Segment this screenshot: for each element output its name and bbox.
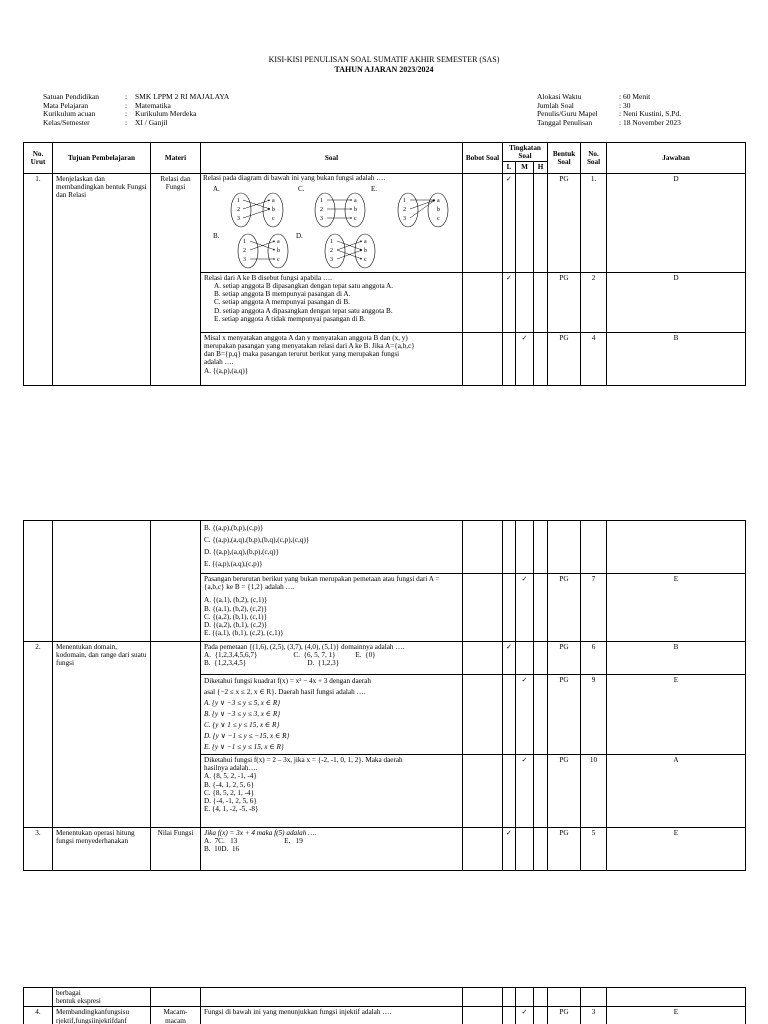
table-row xyxy=(24,1007,746,1024)
question-cell: Fungsi di bawah ini yang menunjukkan fungsi injektif adalah …. xyxy=(201,1007,463,1024)
option: B. {(a,p),(b,p),(c,p)} xyxy=(204,524,264,532)
kisi-table-page1 xyxy=(23,142,746,386)
domain-label: 1 xyxy=(320,197,323,204)
meta-value: Kurikulum Merdeka xyxy=(135,109,197,119)
no-soal-cell: 3 xyxy=(581,1007,607,1024)
jawaban-cell: E xyxy=(607,675,746,755)
meta-key: Satuan Pendidikan xyxy=(43,92,100,101)
level-m-cell xyxy=(516,988,534,1007)
level-l-cell: ✓ xyxy=(503,642,516,675)
option: A. setiap anggota B dipasangkan dengan tepat satu anggota A. xyxy=(214,282,394,291)
meta-row xyxy=(537,119,681,128)
option: E. {4, 1, -2, -5, -8} xyxy=(204,805,259,814)
level-h-cell xyxy=(534,988,548,1007)
option: E. {(a,p),(a,q),(c,p)} xyxy=(204,560,263,568)
bentuk-cell: PG xyxy=(548,272,581,332)
bobot-cell xyxy=(463,675,503,755)
question-stem: Relasi pada diagram di bawah ini yang bukan fungsi adalah …. xyxy=(203,173,386,182)
domain-label: 2 xyxy=(403,206,406,213)
codomain-label: a xyxy=(364,238,367,245)
bentuk-cell: PG xyxy=(548,642,581,675)
domain-oval xyxy=(398,193,418,227)
no-soal-cell xyxy=(581,521,607,574)
question-stem: Pada pemetaan {(1,6), (2,5), (3,7), (4,0), (5,1)} domainnya adalah …. xyxy=(204,643,405,651)
option: A. {8, 5, 2, -1, -4} xyxy=(204,772,257,781)
row-materi xyxy=(151,988,201,1007)
no-soal-cell: 6 xyxy=(581,642,607,675)
table-row xyxy=(24,521,746,574)
option: C. {8, 5, 2, 1, -4} xyxy=(204,788,255,797)
row-no: 3. xyxy=(24,828,53,871)
option: D. setiap anggota A dipasangkan dengan tepat satu anggota B. xyxy=(214,306,393,315)
option: D. {y ∨ −1 ≤ y ≤ −15, x ∈ R} xyxy=(204,732,290,740)
row-materi: Relasi dan Fungsi xyxy=(151,173,201,385)
kisi-table-page2 xyxy=(23,520,746,871)
level-m-cell: ✓ xyxy=(516,332,534,385)
level-l-cell xyxy=(503,755,516,828)
col-tingkatan: Tingkatan Soal xyxy=(503,143,548,162)
level-h-cell xyxy=(534,574,548,642)
col-tujuan: Tujuan Pembelajaran xyxy=(53,143,151,174)
level-m-cell: ✓ xyxy=(516,755,534,828)
table-row xyxy=(24,988,746,1007)
codomain-label: a xyxy=(277,238,280,245)
mapping-arrows xyxy=(327,200,352,218)
no-soal-cell: 7 xyxy=(581,574,607,642)
level-l-cell xyxy=(503,675,516,755)
row-no xyxy=(24,988,53,1007)
jawaban-cell: B xyxy=(607,642,746,675)
col-m: M xyxy=(516,162,534,173)
col-no-soal: No. Soal xyxy=(581,143,607,174)
bobot-cell xyxy=(463,988,503,1007)
codomain-label: c xyxy=(272,215,275,222)
no-soal-cell: 10 xyxy=(581,755,607,828)
bobot-cell xyxy=(463,642,503,675)
domain-oval xyxy=(238,234,258,268)
row-tujuan xyxy=(53,988,151,1007)
row-no: 1. xyxy=(24,173,53,385)
question-cell xyxy=(201,521,463,574)
option: D. {-4, -1, 2, 5, 6} xyxy=(204,797,257,806)
no-soal-cell: 2 xyxy=(581,272,607,332)
no-soal-cell: 1. xyxy=(581,173,607,272)
option: E. setiap anggota A tidak mempunyai pasangan di B. xyxy=(214,314,366,323)
jawaban-cell: E xyxy=(607,574,746,642)
no-soal-cell: 5 xyxy=(581,828,607,871)
row-materi: Macam-macam xyxy=(151,1007,201,1024)
mapping-arrows xyxy=(243,200,270,218)
meta-value: : 18 November 2023 xyxy=(619,117,681,127)
page-2 xyxy=(0,518,768,898)
level-l-cell: ✓ xyxy=(503,173,516,272)
level-m-cell xyxy=(516,828,534,871)
question-stem: merupakan pasangan yang menyatakan relasi dari A ke B. Jika A={a,b,c} xyxy=(204,342,415,351)
meta-value: XI / Ganjil xyxy=(135,117,168,127)
option: B. {-4, 1, 2, 5, 6} xyxy=(204,780,255,789)
domain-label: 3 xyxy=(237,215,240,222)
domain-label: 2 xyxy=(237,206,240,213)
document-subtitle: TAHUN AJARAN 2023/2024 xyxy=(334,65,434,74)
level-m-cell xyxy=(516,173,534,272)
level-m-cell: ✓ xyxy=(516,574,534,642)
question-stem: hasilnya adalah…. xyxy=(204,764,258,773)
question-stem: Jika f(x) = 3x + 4 maka f(5) adalah …. xyxy=(204,829,317,837)
page-3 xyxy=(0,985,768,1024)
meta-key: Tanggal Penulisan xyxy=(537,117,593,127)
codomain-label: b xyxy=(437,206,440,213)
tujuan-continued: bentuk ekspresi xyxy=(56,997,101,1006)
meta-key: Kurikulum acuan xyxy=(43,109,96,119)
level-l-cell xyxy=(503,1007,516,1024)
diagram-label-a: A. xyxy=(213,184,220,193)
level-h-cell xyxy=(534,272,548,332)
option-line: B. 10D. 16 xyxy=(204,845,240,854)
jawaban-cell xyxy=(607,521,746,574)
question-cell xyxy=(201,173,463,272)
level-h-cell xyxy=(534,828,548,871)
question-stem: Relasi dari A ke B disebut fungsi apabila …. xyxy=(204,273,332,282)
meta-key: Kelas/Semester xyxy=(43,117,90,127)
domain-label: 1 xyxy=(330,238,333,245)
row-no: 2. xyxy=(24,642,53,828)
col-materi: Materi xyxy=(151,143,201,174)
option: E. {(a,1), (b,1), (c,2), (c,1)} xyxy=(204,629,284,638)
jawaban-cell: B xyxy=(607,332,746,385)
meta-row: Satuan Pendidikan : SMK LPPM 2 RI MAJALAYA xyxy=(43,92,230,101)
no-soal-cell: 9 xyxy=(581,675,607,755)
question-stem: dan B={p,q} maka pasangan terurut berikut yang merupakan fungsi xyxy=(204,350,400,359)
bobot-cell xyxy=(463,755,503,828)
codomain-label: b xyxy=(364,247,367,254)
jawaban-cell: D xyxy=(607,173,746,272)
level-l-cell xyxy=(503,988,516,1007)
codomain-label: a xyxy=(437,197,440,204)
level-h-cell xyxy=(534,755,548,828)
domain-label: 3 xyxy=(320,215,323,222)
bentuk-cell: PG xyxy=(548,574,581,642)
meta-row: Kurikulum acuan : Kurikulum Merdeka xyxy=(43,109,197,119)
bentuk-cell: PG xyxy=(548,675,581,755)
meta-value: : 30 xyxy=(619,100,631,110)
option: B. {(a,1), (b,2), (c,2)} xyxy=(204,604,267,613)
col-no-urut: No. Urut xyxy=(24,143,53,174)
table-header-row xyxy=(24,143,746,162)
option-line: B. {1,2,3,4,5} D. {1,2,3} xyxy=(204,659,340,668)
diagram-label-b: B. xyxy=(213,231,220,240)
bentuk-cell xyxy=(548,988,581,1007)
diagram-label-e: E. xyxy=(371,184,378,193)
option: E. {y ∨ −1 ≤ y ≤ 15, x ∈ R} xyxy=(204,743,284,751)
option: B. setiap anggota B mempunyai pasangan di A. xyxy=(214,290,351,299)
level-h-cell xyxy=(534,173,548,272)
meta-row: Kelas/Semester : XI / Ganjil xyxy=(43,117,168,127)
level-m-cell: ✓ xyxy=(516,1007,534,1024)
row-no: 4. xyxy=(24,1007,53,1024)
level-l-cell: ✓ xyxy=(503,828,516,871)
table-row xyxy=(24,642,746,675)
meta-value: : Neni Kustini, S.Pd. xyxy=(619,109,682,119)
mapping-diagrams xyxy=(203,182,453,272)
domain-label: 3 xyxy=(403,215,406,222)
level-m-cell xyxy=(516,272,534,332)
bentuk-cell: PG xyxy=(548,828,581,871)
row-no xyxy=(24,521,53,642)
codomain-label: a xyxy=(354,197,357,204)
bobot-cell xyxy=(463,828,503,871)
meta-key: Jumlah Soal xyxy=(537,100,574,110)
jawaban-cell xyxy=(607,988,746,1007)
domain-label: 2 xyxy=(243,247,246,254)
option: B. {y ∨ −3 ≤ y ≤ 3, x ∈ R} xyxy=(204,710,281,718)
col-bentuk: Bentuk Soal xyxy=(548,143,581,174)
option: A. {(a,1), (b,2), (c,1)} xyxy=(204,596,268,605)
row-materi xyxy=(151,642,201,828)
level-l-cell: ✓ xyxy=(503,272,516,332)
domain-label: 1 xyxy=(237,197,240,204)
codomain-label: b xyxy=(354,206,357,213)
domain-label: 3 xyxy=(330,256,333,263)
kisi-table-page3 xyxy=(23,987,746,1024)
meta-key: Alokasi Waktu xyxy=(537,92,582,101)
domain-label: 3 xyxy=(243,256,246,263)
bobot-cell xyxy=(463,574,503,642)
codomain-label: c xyxy=(354,215,357,222)
question-stem: adalah …. xyxy=(204,358,234,367)
level-m-cell: ✓ xyxy=(516,675,534,755)
row-materi xyxy=(151,521,201,642)
level-h-cell xyxy=(534,675,548,755)
option: A. {(a,p),(a,q)} xyxy=(204,366,249,375)
level-l-cell xyxy=(503,521,516,574)
bobot-cell xyxy=(463,332,503,385)
bentuk-cell: PG xyxy=(548,755,581,828)
row-tujuan xyxy=(53,521,151,642)
level-h-cell xyxy=(534,1007,548,1024)
bobot-cell xyxy=(463,173,503,272)
document-title: KISI-KISI PENULISAN SOAL SUMATIF AKHIR SEMESTER (SAS) xyxy=(268,55,500,64)
question-cell xyxy=(201,675,463,755)
no-soal-cell xyxy=(581,988,607,1007)
option-line: A. {1,2,3,4,5,6,7} C. {6, 5, 7, 1} E. {0} xyxy=(204,651,376,660)
jawaban-cell: E xyxy=(607,1007,746,1024)
jawaban-cell: D xyxy=(607,272,746,332)
jawaban-cell: E xyxy=(607,828,746,871)
meta-key: Mata Pelajaran xyxy=(43,100,89,110)
question-stem: Diketahui fungsi f(x) = 2 – 3x, jika x = {-2, -1, 0, 1, 2}. Maka daerah xyxy=(204,756,403,764)
question-stem: asal {−2 ≤ x ≤ 2, x ∈ R}. Daerah hasil fungsi adalah …. xyxy=(204,688,366,696)
option: D. {(a,2), (b,1), (c,2)} xyxy=(204,621,268,630)
level-l-cell xyxy=(503,574,516,642)
level-h-cell xyxy=(534,521,548,574)
table-row xyxy=(24,173,746,272)
row-tujuan: Menentukan domain, kodomain, dan range dari suatu fungsi xyxy=(53,642,151,828)
bobot-cell xyxy=(463,521,503,574)
mapping-arrows xyxy=(250,241,275,259)
option: C. {(a,2), (b,1), (c,1)} xyxy=(204,612,267,621)
bobot-cell xyxy=(463,1007,503,1024)
bentuk-cell xyxy=(548,521,581,574)
col-bobot: Bobot Soal xyxy=(463,143,503,174)
question-cell xyxy=(201,574,463,642)
meta-left xyxy=(43,93,229,127)
option: C. {(a,p),(a,q),(b,p),(b,q),(c,p),(c,q)} xyxy=(204,536,310,544)
codomain-label: c xyxy=(277,256,280,263)
domain-label: 2 xyxy=(330,247,333,254)
option: C. setiap anggota A mempunyai pasangan di B. xyxy=(214,298,350,307)
question-cell xyxy=(201,988,463,1007)
meta-key: Penulis/Guru Mapel xyxy=(537,109,598,119)
level-m-cell xyxy=(516,642,534,675)
jawaban-cell: A xyxy=(607,755,746,828)
question-cell xyxy=(201,332,463,385)
meta-right xyxy=(537,93,681,127)
meta-value: SMK LPPM 2 RI MAJALAYA xyxy=(135,92,230,101)
page-1 xyxy=(0,0,768,400)
option-line: A. 7C. 13 E. 19 xyxy=(204,837,303,846)
meta-row: Mata Pelajaran : Matematika xyxy=(43,100,171,110)
codomain-label: b xyxy=(272,206,275,213)
row-tujuan: Menentukan operasi hitung fungsi menyederhanakan xyxy=(53,828,151,871)
codomain-label: a xyxy=(272,197,275,204)
level-m-cell xyxy=(516,521,534,574)
question-cell xyxy=(201,828,463,871)
level-h-cell xyxy=(534,642,548,675)
domain-label: 2 xyxy=(320,206,323,213)
bentuk-cell: PG xyxy=(548,332,581,385)
domain-label: 1 xyxy=(243,238,246,245)
codomain-label: b xyxy=(277,247,280,254)
row-tujuan: Menjelaskan dan membandingkan bentuk Fungsi dan Relasi xyxy=(53,173,151,385)
col-soal: Soal xyxy=(201,143,463,174)
mapping-arrows xyxy=(337,241,362,259)
option: C. {y ∨ 1 ≤ y ≤ 15, x ∈ R} xyxy=(204,721,280,729)
diagram-label-c: C. xyxy=(298,184,305,193)
bobot-cell xyxy=(463,272,503,332)
domain-label: 1 xyxy=(403,197,406,204)
level-h-cell xyxy=(534,332,548,385)
row-materi: Nilai Fungsi xyxy=(151,828,201,871)
bentuk-cell: PG xyxy=(548,173,581,272)
question-cell xyxy=(201,755,463,828)
col-l: L xyxy=(503,162,516,173)
meta-value: Matematika xyxy=(135,100,171,110)
domain-oval xyxy=(325,234,345,268)
domain-oval xyxy=(315,193,335,227)
codomain-label: c xyxy=(364,256,367,263)
option: D. {(a,p),(a,q),(b,p),(c,q)} xyxy=(204,548,279,556)
col-h: H xyxy=(534,162,548,173)
codomain-label: c xyxy=(437,215,440,222)
level-l-cell xyxy=(503,332,516,385)
mapping-arrows xyxy=(410,200,435,218)
tujuan-continued: berbagai xyxy=(56,989,81,997)
diagram-label-d: D. xyxy=(296,231,303,240)
question-cell xyxy=(201,642,463,675)
question-cell xyxy=(201,272,463,332)
meta-value: : 60 Menit xyxy=(619,92,651,101)
row-tujuan: Membandingkanfungsisu rjektif,fungsiinjektifdanf xyxy=(53,1007,151,1024)
col-jawaban: Jawaban xyxy=(607,143,746,174)
no-soal-cell: 4 xyxy=(581,332,607,385)
domain-oval xyxy=(231,193,251,227)
question-stem: Misal x menyatakan anggota A dan y menyatakan anggota B dan (x, y) xyxy=(204,333,408,342)
table-row xyxy=(24,828,746,871)
question-stem: Diketahui fungsi kuadrat f(x) = x² − 4x + 3 dengan daerah xyxy=(204,677,372,685)
option: A. {y ∨ −3 ≤ y ≤ 5, x ∈ R} xyxy=(204,699,281,707)
question-stem: Pasangan berurutan berikut yang bukan merupakan pemetaan atau fungsi dari A = {a,b,c} ke B = {1,2} adalah …. xyxy=(204,575,440,592)
bentuk-cell: PG xyxy=(548,1007,581,1024)
